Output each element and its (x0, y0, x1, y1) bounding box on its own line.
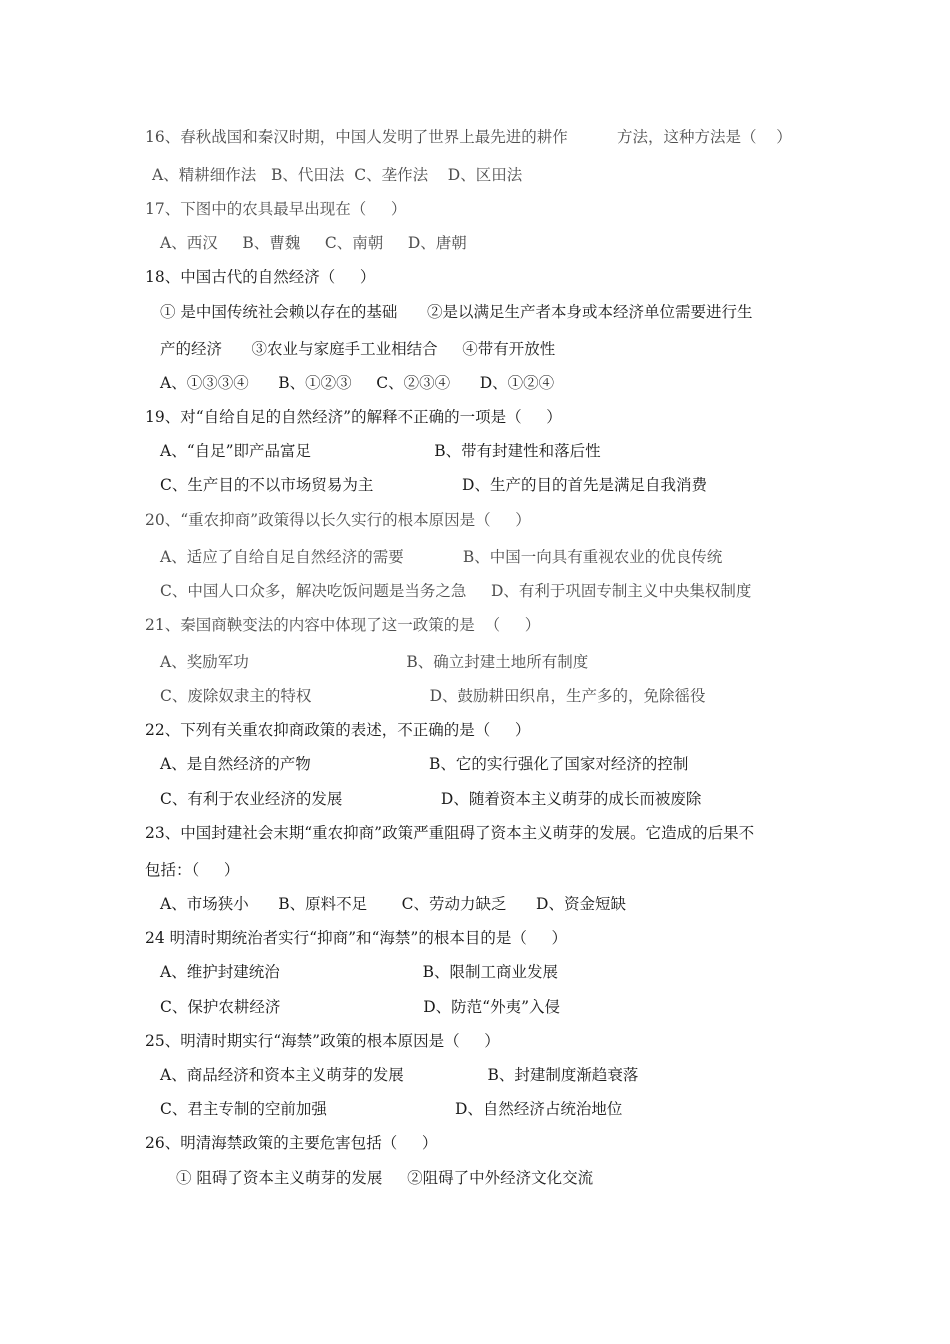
question-19-options-cd: C、生产目的不以市场贸易为主 D、生产的目的首先是满足自我消费 (160, 476, 707, 494)
question-26-statements: ① 阻碍了资本主义萌芽的发展 ②阻碍了中外经济文化交流 (176, 1169, 594, 1187)
question-21: 21、秦国商鞅变法的内容中体现了这一政策的是 （ ） (145, 616, 541, 634)
question-17-options: A、西汉 B、曹魏 C、南朝 D、唐朝 (160, 234, 467, 252)
question-21-options-cd: C、废除奴隶主的特权 D、鼓励耕田织帛，生产多的，免除徭役 (160, 687, 706, 705)
question-18-statement-2: 产的经济 ③农业与家庭手工业相结合 ④带有开放性 (160, 340, 556, 358)
question-19: 19、对“自给自足的自然经济”的解释不正确的一项是（ ） (145, 408, 562, 426)
question-16-options: A、精耕细作法 B、代田法 C、垄作法 D、区田法 (152, 166, 523, 184)
question-16: 16、春秋战国和秦汉时期，中国人发明了世界上最先进的耕作 方法，这种方法是（ ） (145, 128, 792, 146)
question-25-options-cd: C、君主专制的空前加强 D、自然经济占统治地位 (160, 1100, 623, 1118)
question-18: 18、中国古代的自然经济（ ） (145, 268, 376, 286)
question-24: 24 明清时期统治者实行“抑商”和“海禁”的根本目的是（ ） (145, 929, 567, 947)
question-21-options-ab: A、奖励军功 B、确立封建土地所有制度 (160, 653, 589, 671)
question-20-options-ab: A、适应了自给自足自然经济的需要 B、中国一向具有重视农业的优良传统 (160, 548, 723, 566)
question-22-options-ab: A、是自然经济的产物 B、它的实行强化了国家对经济的控制 (160, 755, 689, 773)
question-25: 25、明清时期实行“海禁”政策的根本原因是（ ） (145, 1032, 500, 1050)
question-22: 22、下列有关重农抑商政策的表述，不正确的是（ ） (145, 721, 531, 739)
question-23: 23、中国封建社会末期“重农抑商”政策严重阻碍了资本主义萌芽的发展。它造成的后果不 (145, 824, 755, 842)
question-18-options: A、①③③④ B、①②③ C、②③④ D、①②④ (160, 374, 555, 392)
question-20-options-cd: C、中国人口众多，解决吃饭问题是当务之急 D、有利于巩固专制主义中央集权制度 (160, 582, 752, 600)
question-18-statement-1: ① 是中国传统社会赖以存在的基础 ②是以满足生产者本身或本经济单位需要进行生 (160, 303, 753, 321)
question-24-options-cd: C、保护农耕经济 D、防范“外夷”入侵 (160, 998, 561, 1016)
question-22-options-cd: C、有利于农业经济的发展 D、随着资本主义萌芽的成长而被废除 (160, 790, 702, 808)
question-17: 17、下图中的农具最早出现在（ ） (145, 200, 407, 218)
question-20: 20、“重农抑商”政策得以长久实行的根本原因是（ ） (145, 511, 531, 529)
question-26: 26、明清海禁政策的主要危害包括（ ） (145, 1134, 438, 1152)
question-19-options-ab: A、“自足”即产品富足 B、带有封建性和落后性 (160, 442, 601, 460)
question-24-options-ab: A、维护封建统治 B、限制工商业发展 (160, 963, 558, 981)
question-25-options-ab: A、商品经济和资本主义萌芽的发展 B、封建制度渐趋衰落 (160, 1066, 639, 1084)
question-23-options: A、市场狭小 B、原料不足 C、劳动力缺乏 D、资金短缺 (160, 895, 626, 913)
question-23-continued: 包括：（ ） (145, 861, 240, 879)
